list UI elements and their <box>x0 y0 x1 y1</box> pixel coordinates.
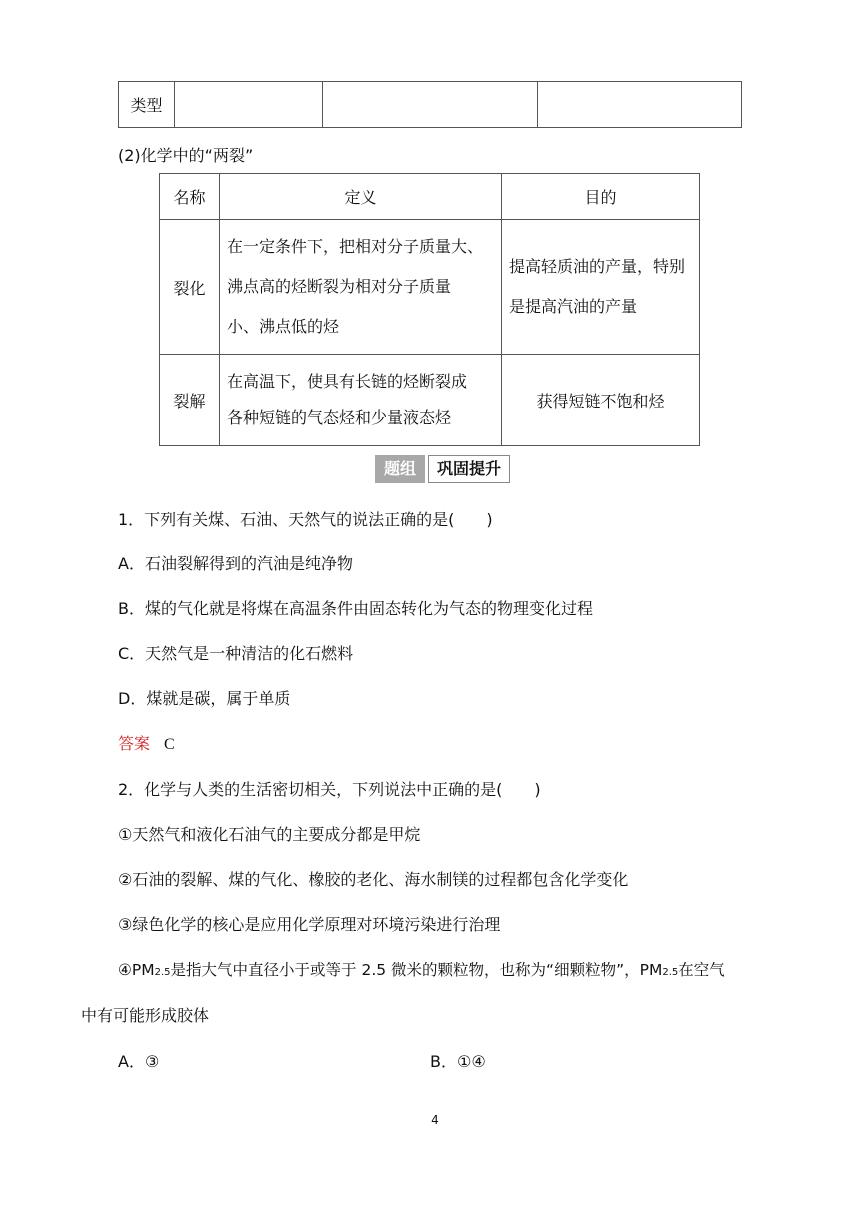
q1-answer <box>118 731 175 754</box>
row-purpose <box>502 220 700 355</box>
row-definition <box>220 355 502 446</box>
banner-tag: 题组 <box>375 455 425 483</box>
page-number: 4 <box>431 1113 439 1127</box>
definition-line: 各种短链的气态烃和少量液态烃 <box>227 408 452 427</box>
purpose-line: 提高轻质油的产量，特别 <box>509 257 686 276</box>
q2-option-b: B．①④ <box>430 1052 486 1071</box>
type-row-label: 类型 <box>119 82 175 128</box>
item-4-part: ④PM <box>118 961 155 979</box>
row-definition <box>220 220 502 355</box>
q2-item-3: ③绿色化学的核心是应用化学原理对环境污染进行治理 <box>118 915 501 934</box>
row-name: 裂解 <box>160 355 220 446</box>
row-name: 裂化 <box>160 220 220 355</box>
subscript: 2.5 <box>154 967 171 978</box>
answer-label: 答案 <box>118 734 151 753</box>
q2-stem: 2．化学与人类的生活密切相关，下列说法中正确的是( ) <box>118 780 541 799</box>
q2-item-4 <box>118 958 725 980</box>
answer-value: C <box>164 736 175 753</box>
header-purpose: 目的 <box>502 174 700 220</box>
q2-item-2: ②石油的裂解、煤的气化、橡胶的老化、海水制镁的过程都包含化学变化 <box>118 870 629 889</box>
q2-item-4-continued: 中有可能形成胶体 <box>81 1006 210 1025</box>
definition-line: 在高温下，使具有长链的烃断裂成 <box>227 372 468 391</box>
q1-option-d: D．煤就是碳，属于单质 <box>118 689 291 708</box>
item-4-part: 是指大气中直径小于或等于 2.5 微米的颗粒物，也称为“细颗粒物”，PM <box>170 961 663 979</box>
q2-item-1: ①天然气和液化石油气的主要成分都是甲烷 <box>118 825 421 844</box>
definition-line: 沸点高的烃断裂为相对分子质量 <box>227 277 452 296</box>
exercise-banner <box>375 455 510 483</box>
q1-option-c: C．天然气是一种清洁的化石燃料 <box>118 644 354 663</box>
banner-title: 巩固提升 <box>428 455 510 483</box>
two-cracks-table <box>159 173 700 446</box>
definition-line: 在一定条件下，把相对分子质量大、 <box>227 237 484 256</box>
header-name: 名称 <box>160 174 220 220</box>
q1-stem: 1．下列有关煤、石油、天然气的说法正确的是( ) <box>118 510 493 529</box>
header-definition: 定义 <box>220 174 502 220</box>
section-2-title: (2)化学中的“两裂” <box>118 146 254 165</box>
q2-option-a: A．③ <box>118 1052 160 1071</box>
item-4-part: 在空气 <box>678 961 725 979</box>
purpose-line: 是提高汽油的产量 <box>509 297 638 316</box>
type-cell-3 <box>538 82 742 128</box>
definition-line: 小、沸点低的烃 <box>227 317 340 336</box>
row-purpose: 获得短链不饱和烃 <box>502 355 700 446</box>
type-cell-2 <box>323 82 538 128</box>
q1-option-b: B．煤的气化就是将煤在高温条件由固态转化为气态的物理变化过程 <box>118 599 593 618</box>
subscript: 2.5 <box>662 967 679 978</box>
type-cell-1 <box>175 82 323 128</box>
q1-option-a: A．石油裂解得到的汽油是纯净物 <box>118 554 353 573</box>
type-table <box>118 81 742 128</box>
